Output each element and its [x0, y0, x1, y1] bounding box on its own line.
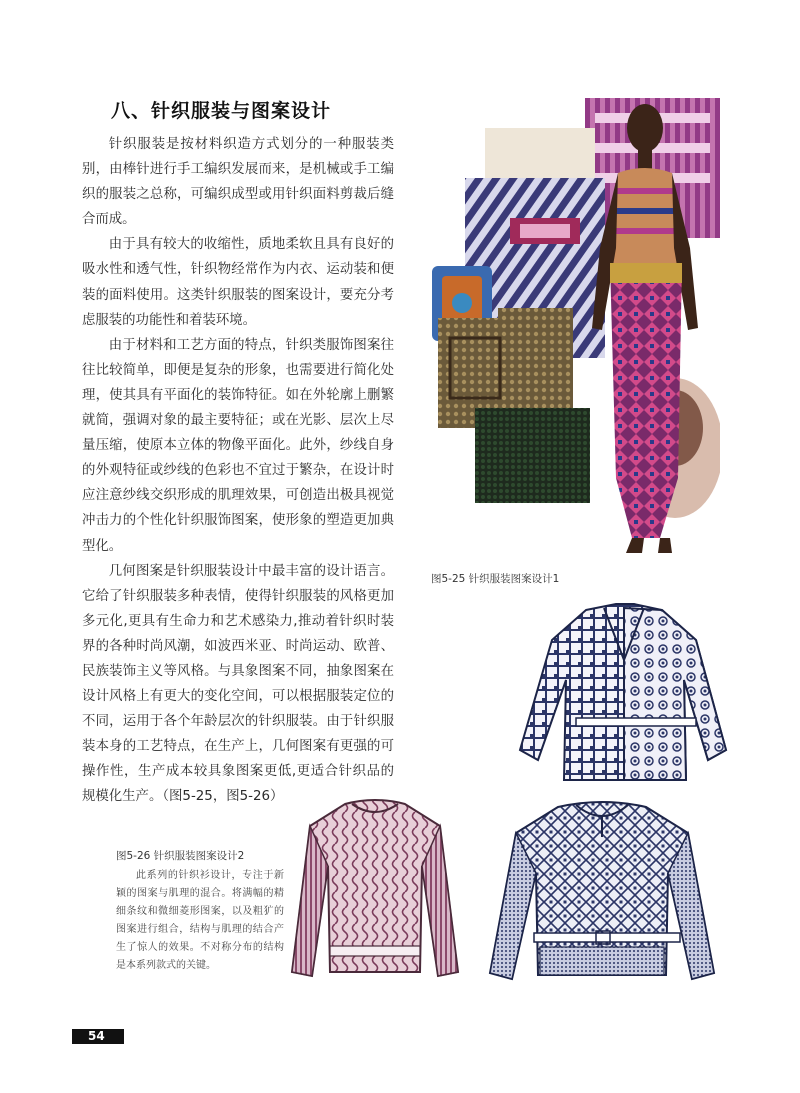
paragraph: 由于具有较大的收缩性，质地柔软且具有良好的吸水性和透气性，针织物经常作为内衣、运动装和便装的面料使用。这类针织服装的图案设计，要充分考虑服装的功能性和着装环境。 — [82, 237, 394, 328]
page-number: 54 — [88, 1029, 105, 1043]
section-title: 八、针织服装与图案设计 — [111, 100, 332, 122]
figure-5-26-cardigan-illustration — [516, 600, 730, 788]
figure-5-26-note: 此系列的针织衫设计，专注于新颖的图案与肌理的混合。将满幅的精细条纹和微细菱形图案，以及粗犷的图案进行组合，结构与肌理的结合产生了惊人的效果。不对称分布的结构是本系列款式的关键。 — [116, 870, 284, 971]
paragraph: 几何图案是针织服装设计中最丰富的设计语言。它给了针织服装多种表情，使得针织服装的风格更加多元化,更具有生命力和艺术感染力,推动着针织时装界的各种时尚风潮，如波西米亚、时尚运动、欧普、民族装饰主义等风格。与具象图案不同，抽象图案在设计风格上有更大的变化空间，可以根据服装定位的不同，运用于各个年龄层次的针织服装。由于针织服装本身的工艺特点，在生产上，几何图案有更强的可操作性，生产成本较具象图案更低,更适合针织品的规模化生产。（图5-25，图5-26） — [82, 563, 394, 805]
paragraph: 由于材料和工艺方面的特点，针织类服饰图案往往比较简单，即便是复杂的形象，也需要进行简化处理，使其具有平面化的装饰特征。如在外轮廓上删繁就简，强调对象的最主要特征；或在光影、层次上尽量压缩，使原本立体的物像平面化。此外，纱线自身的外观特征或纱线的色彩也不宜过于繁杂，在设计时应注意纱线交织形成的肌理效果，可创造出极具视觉冲击力的个性化针织服饰图案，使形象的塑造更加典型化。 — [82, 337, 394, 554]
figure-5-25-caption: 图5-25 针织服装图案设计1 — [431, 573, 560, 585]
paragraph: 针织服装是按材料织造方式划分的一种服装类别，由棒针进行手工编织发展而来，是机械或手工编织的服装之总称，可编织成型或用针织面料剪裁后缝合而成。 — [82, 137, 394, 228]
figure-5-26-sweater-left-illustration — [290, 796, 460, 980]
pink-sweater-sketch — [290, 796, 460, 980]
diamond-sweater-sketch — [488, 797, 716, 984]
cardigan-sketch — [516, 600, 730, 788]
figure-5-26-caption: 图5-26 针织服装图案设计2 — [116, 850, 245, 862]
figure-5-26-sweater-right-illustration — [488, 797, 716, 984]
figure-5-26-sidebar — [116, 848, 284, 975]
figure-5-25-illustration — [420, 98, 720, 560]
fashion-collage-illustration — [420, 98, 720, 560]
body-text — [82, 132, 394, 810]
